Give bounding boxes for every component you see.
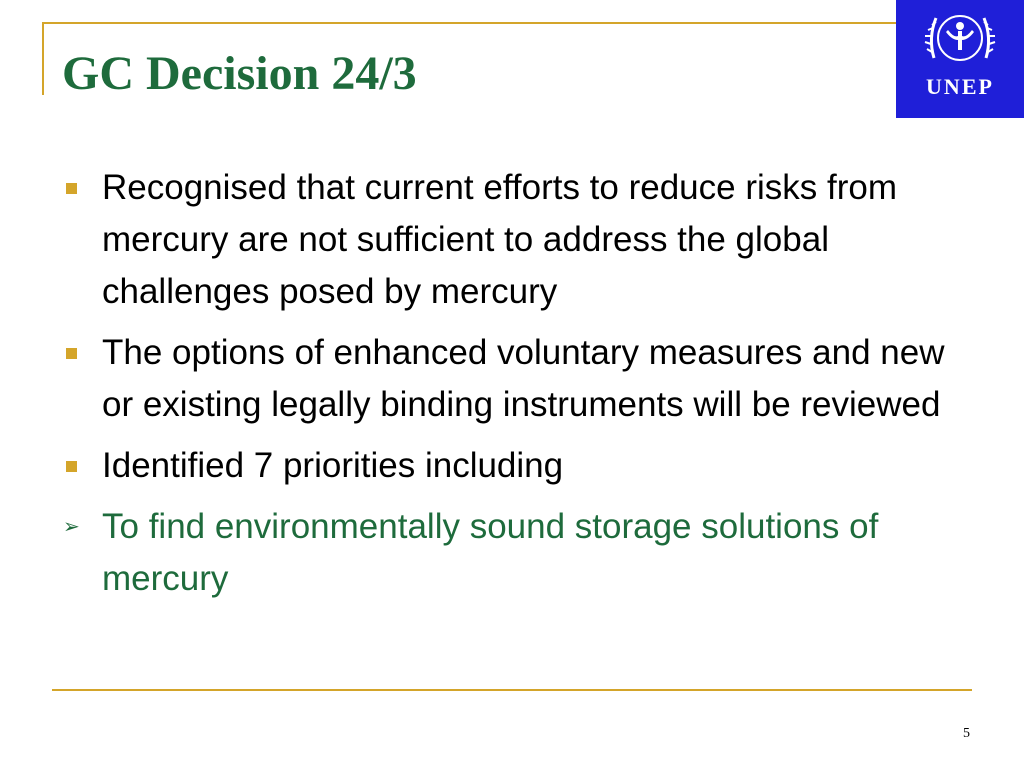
bullet-list <box>60 162 970 614</box>
square-bullet-icon <box>66 183 77 194</box>
frame-top-rule <box>42 22 896 24</box>
unep-logo-text: UNEP <box>926 74 994 99</box>
square-bullet-icon <box>66 348 77 359</box>
sub-bullet-text: To find environmentally sound storage solutions of mercury <box>102 507 879 598</box>
unep-logo <box>896 0 1024 118</box>
frame-left-rule <box>42 22 44 95</box>
bullet-item <box>60 162 970 318</box>
un-laurel-emblem-icon <box>896 0 1024 118</box>
bullet-item <box>60 327 970 431</box>
arrow-bullet-icon: ➢ <box>63 516 80 538</box>
slide-title: GC Decision 24/3 <box>62 47 417 100</box>
bullet-item <box>60 440 970 492</box>
bullet-text: The options of enhanced voluntary measures and new or existing legally binding instruments will be reviewed <box>102 333 945 424</box>
square-bullet-icon <box>66 461 77 472</box>
page-number: 5 <box>963 726 970 741</box>
bottom-rule <box>52 689 972 691</box>
bullet-text: Recognised that current efforts to reduce risks from mercury are not sufficient to address the global challenges posed by mercury <box>102 168 897 311</box>
sub-bullet-item <box>60 501 970 605</box>
bullet-text: Identified 7 priorities including <box>102 446 564 485</box>
